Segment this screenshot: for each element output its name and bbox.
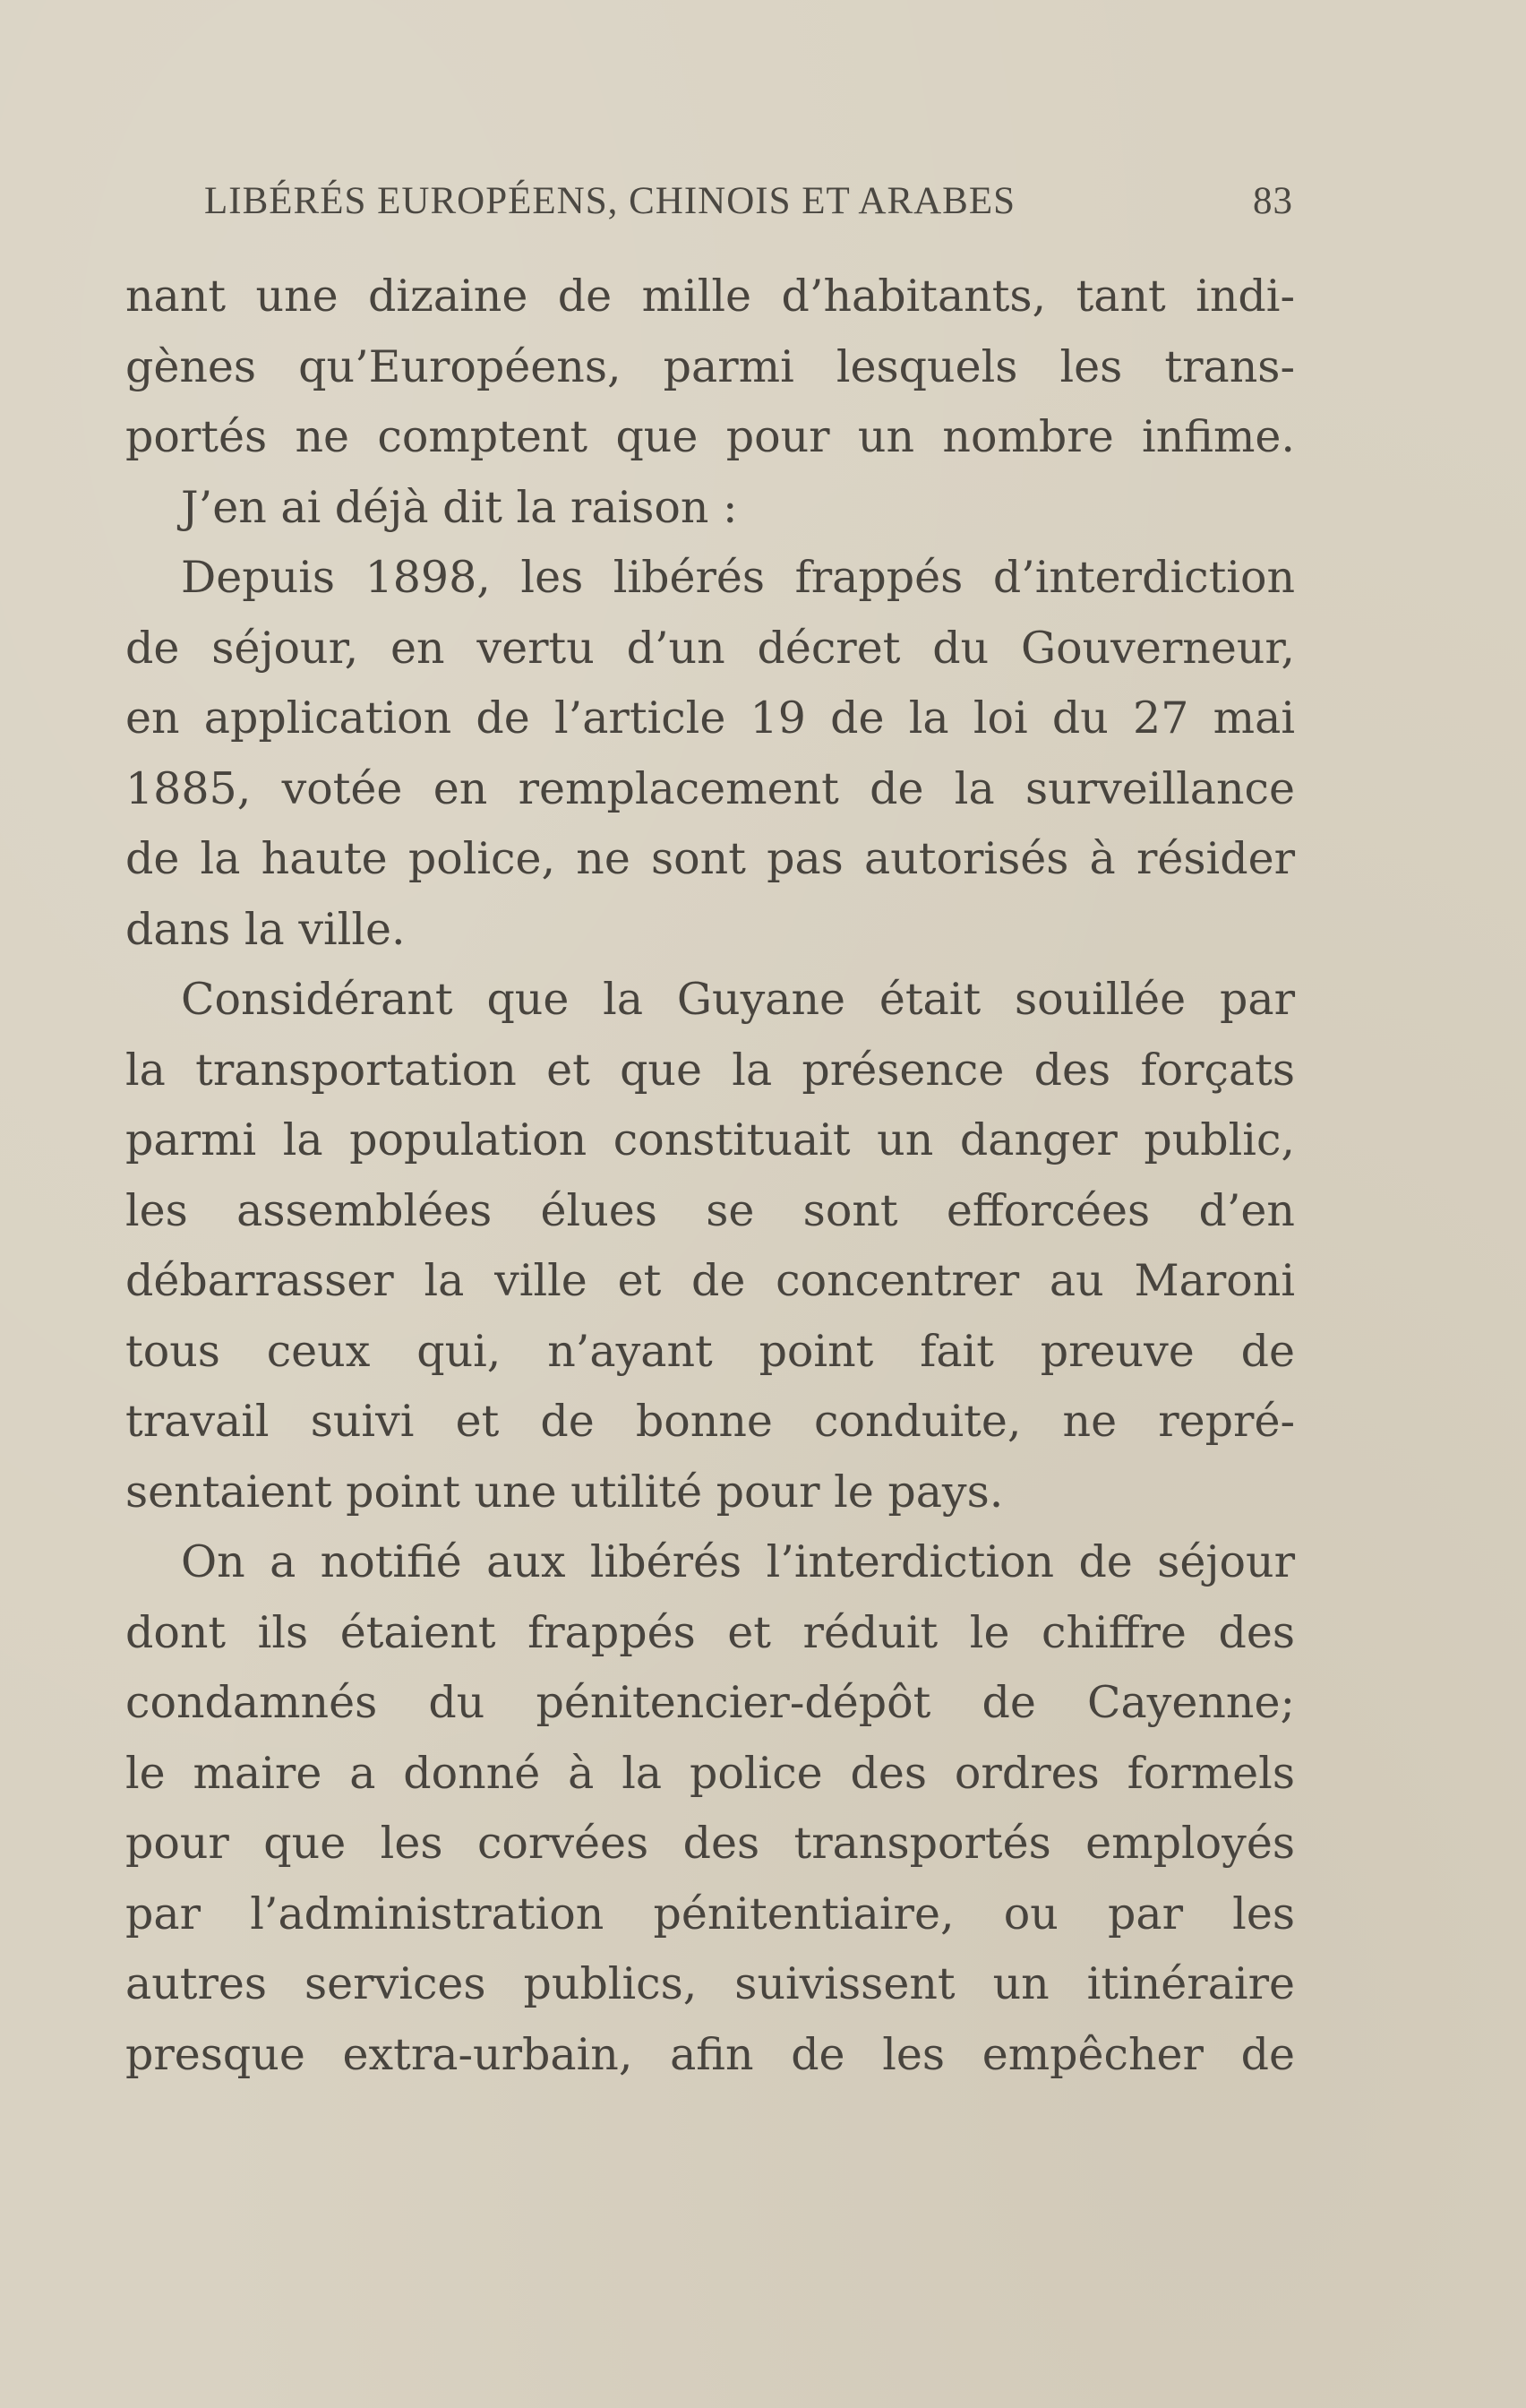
text-line: par l’administration pénitentiaire, ou par les: [125, 1888, 1295, 1939]
text-line: le maire a donné à la police des ordres formels: [125, 1747, 1295, 1799]
text-line: tous ceux qui, n’ayant point fait preuve de: [125, 1325, 1295, 1377]
page-number: 83: [1253, 180, 1293, 222]
text-line: gènes qu’Européens, parmi lesquels les trans-: [125, 340, 1295, 392]
text-line: portés ne comptent que pour un nombre infime.: [125, 411, 1295, 462]
text-line: les assemblées élues se sont efforcées d’en: [125, 1184, 1295, 1236]
text-line: nant une dizaine de mille d’habitants, tant indi-: [125, 271, 1295, 322]
text-line: J’en ai déjà dit la raison :: [181, 481, 738, 533]
text-line: Considérant que la Guyane était souillée par: [181, 974, 1295, 1025]
text-line: presque extra-urbain, afin de les empêcher de: [125, 2028, 1295, 2080]
text-line: On a notifié aux libérés l’interdiction de séjour: [181, 1536, 1295, 1587]
text-line: parmi la population constituait un danger public,: [125, 1114, 1295, 1165]
text-line: de séjour, en vertu d’un décret du Gouverneur,: [125, 622, 1295, 674]
text-line: Depuis 1898, les libérés frappés d’interdiction: [181, 552, 1295, 603]
running-title: LIBÉRÉS EUROPÉENS, CHINOIS ET ARABES: [204, 180, 1016, 222]
text-line: la transportation et que la présence des forçats: [125, 1044, 1295, 1096]
running-head: [204, 179, 1293, 233]
text-line: de la haute police, ne sont pas autorisés à résider: [125, 833, 1295, 884]
body-text: [125, 262, 1295, 2090]
text-line: autres services publics, suivissent un itinéraire: [125, 1958, 1295, 2009]
text-line: dans la ville.: [125, 903, 406, 955]
text-line: sentaient point une utilité pour le pays.: [125, 1466, 1004, 1518]
text-line: pour que les corvées des transportés employés: [125, 1818, 1295, 1869]
text-line: débarrasser la ville et de concentrer au Maroni: [125, 1255, 1295, 1306]
text-line: travail suivi et de bonne conduite, ne repré-: [125, 1396, 1295, 1447]
text-line: 1885, votée en remplacement de la surveillance: [125, 762, 1295, 814]
text-line: en application de l’article 19 de la loi du 27 mai: [125, 692, 1295, 744]
text-line: condamnés du pénitencier-dépôt de Cayenne;: [125, 1677, 1295, 1728]
text-line: dont ils étaient frappés et réduit le chiffre des: [125, 1606, 1295, 1658]
